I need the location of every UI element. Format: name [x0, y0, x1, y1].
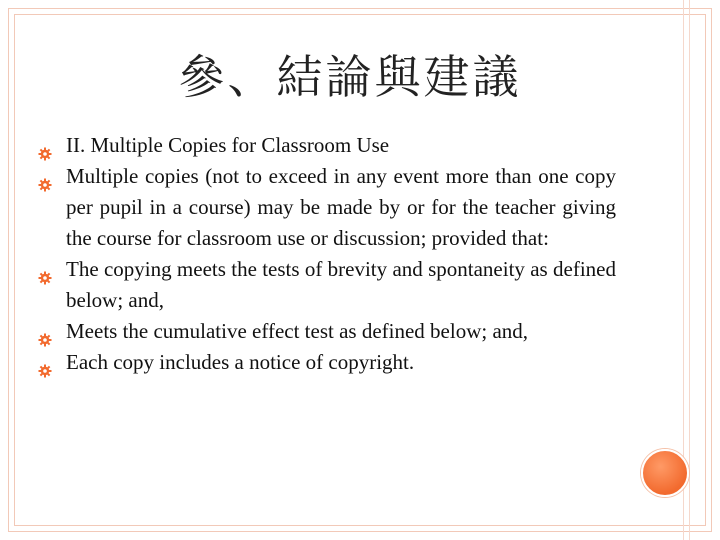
list-item: [38, 161, 616, 254]
bullet-text: Meets the cumulative effect test as defined below; and,: [66, 319, 529, 343]
decorative-circle: [641, 449, 689, 497]
list-item: [38, 316, 616, 347]
bullet-text: Each copy includes a notice of copyright.: [66, 350, 415, 374]
gear-icon: [38, 170, 52, 184]
gear-icon: [38, 325, 52, 339]
bullet-text: II. Multiple Copies for Classroom Use: [66, 133, 390, 157]
gear-icon: [38, 263, 52, 277]
bullet-list: [38, 130, 616, 378]
decorative-rule: [689, 0, 690, 540]
list-item: [38, 254, 616, 316]
list-item: [38, 347, 616, 378]
bullet-text: Multiple copies (not to exceed in any event more than one copy per pupil in a course) may be made by or for the teacher giving the course for classroom use or discussion; provided that:: [66, 164, 616, 250]
gear-icon: [38, 139, 52, 153]
slide-title: 參、結論與建議: [178, 50, 522, 104]
list-item: [38, 130, 616, 161]
bullet-text: The copying meets the tests of brevity and spontaneity as defined below; and,: [66, 257, 616, 312]
gear-icon: [38, 356, 52, 370]
